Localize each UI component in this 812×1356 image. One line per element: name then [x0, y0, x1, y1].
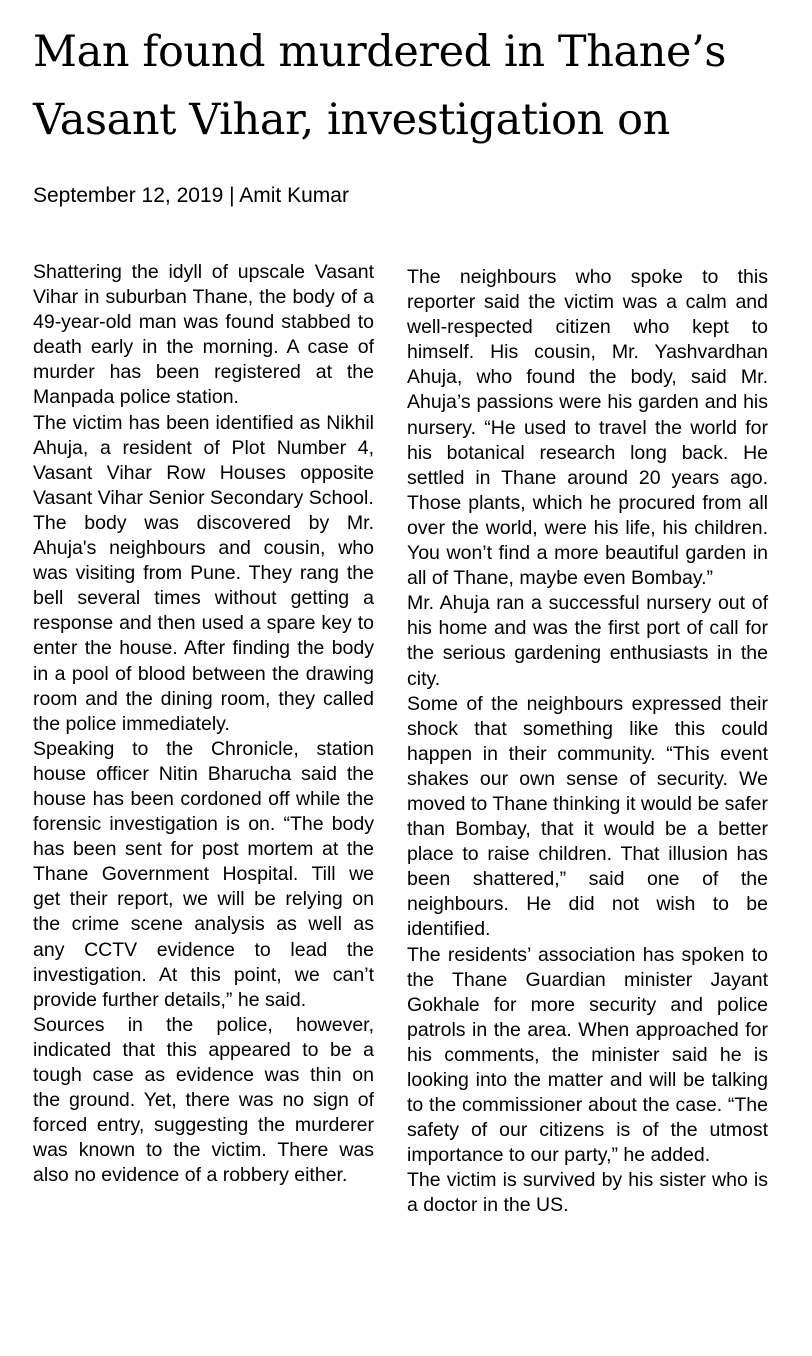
article-paragraph: Mr. Ahuja ran a successful nursery out of his home and was the first port of call for the serious gardening enthusiasts in the city.: [407, 592, 768, 690]
article-column-left: [33, 260, 374, 1188]
article-paragraph: Speaking to the Chronicle, station house officer Nitin Bharucha said the house has been cordoned off while the forensic investigation is on. “The body has been sent for post mortem at the Thane Government Hospital. Till we get their report, we will be relying on the crime scene analysis as well as any CCTV evidence to lead the investigation. At this point, we can’t provide further details,” he said.: [33, 737, 374, 1011]
article-paragraph: Some of the neighbours expressed their shock that something like this could happen in their community. “This event shakes our own sense of security. We moved to Thane thinking it would be safer than Bombay, that it would be a better place to raise children. That illusion has been shattered,” said one of the neighbours. He did not wish to be identified.: [407, 692, 768, 941]
article-paragraph: Sources in the police, however, indicated that this appeared to be a tough case as evidence was thin on the ground. Yet, there was no sign of forced entry, suggesting the murderer was known to the victim. There was also no evidence of a robbery either.: [33, 1013, 374, 1187]
article-paragraph: The neighbours who spoke to this reporter said the victim was a calm and well-respected citizen who kept to himself. His cousin, Mr. Yashvardhan Ahuja, who found the body, said Mr. Ahuja’s passions were his garden and his nursery. “He used to travel the world for his botanical research long back. He settled in Thane around 20 years ago. Those plants, which he procured from all over the world, were his life, his children. You won’t find a more beautiful garden in all of Thane, maybe even Bombay.”: [407, 266, 768, 590]
article-paragraph: The victim has been identified as Nikhil Ahuja, a resident of Plot Number 4, Vasant Vihar Row Houses opposite Vasant Vihar Senior Secondary School.: [33, 411, 374, 509]
article-paragraph: Shattering the idyll of upscale Vasant Vihar in suburban Thane, the body of a 49-year-old man was found stabbed to death early in the morning. A case of murder has been registered at the Manpada police station.: [33, 261, 374, 409]
article-byline: September 12, 2019 | Amit Kumar: [33, 184, 349, 207]
article-paragraph: The victim is survived by his sister who is a doctor in the US.: [407, 1169, 768, 1217]
article-paragraph: The body was discovered by Mr. Ahuja's neighbours and cousin, who was visiting from Pune. They rang the bell several times without getting a response and then used a spare key to enter the house. After finding the body in a pool of blood between the drawing room and the dining room, they called the police immediately.: [33, 511, 374, 735]
article-paragraph: The residents’ association has spoken to the Thane Guardian minister Jayant Gokhale for more security and police patrols in the area. When approached for his comments, the minister said he is looking into the matter and will be talking to the commissioner about the case. “The safety of our citizens is of the utmost importance to our party,” he added.: [407, 943, 768, 1167]
article-column-right: [407, 265, 768, 1219]
article-headline: Man found murdered in Thane’s Vasant Vihar, investigation on: [33, 27, 727, 145]
